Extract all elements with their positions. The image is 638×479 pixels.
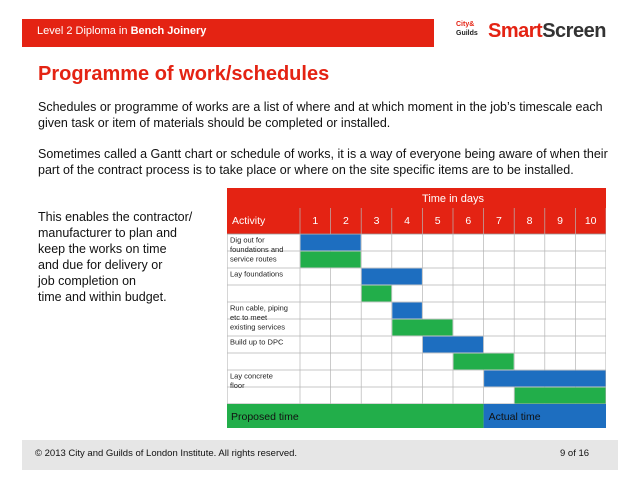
- time-header-bar: [227, 188, 606, 208]
- legend-proposed-label: Proposed time: [231, 411, 299, 423]
- day-label-2: 2: [342, 215, 349, 227]
- activity-label: Lay concrete: [230, 371, 273, 381]
- logo-city: City&: [456, 21, 475, 28]
- logo-wordmark: [488, 20, 606, 43]
- actual-bar: [301, 235, 361, 251]
- smartscreen-logo: [452, 18, 604, 48]
- logo-guilds: Guilds: [456, 30, 478, 37]
- text-line: time and within budget.: [38, 290, 167, 304]
- proposed-bar: [515, 388, 606, 404]
- actual-bar: [362, 269, 422, 285]
- paragraph-enables: [38, 209, 220, 305]
- day-label-3: 3: [373, 215, 380, 227]
- day-label-10: 10: [584, 215, 597, 227]
- day-label-4: 4: [404, 215, 411, 227]
- day-label-8: 8: [526, 215, 533, 227]
- proposed-bar: [301, 252, 361, 268]
- activity-label: etc to meet: [230, 313, 268, 322]
- day-label-7: 7: [495, 215, 502, 227]
- proposed-bar: [454, 354, 514, 370]
- day-label-6: 6: [465, 215, 472, 227]
- logo-smart: Smart: [488, 20, 543, 42]
- proposed-bar: [392, 320, 452, 336]
- course-prefix: Level 2 Diploma in: [37, 25, 131, 37]
- column-header-bar: [227, 208, 606, 234]
- course-title: [37, 25, 206, 37]
- course-name: Bench Joinery: [130, 25, 207, 37]
- gantt-chart: [227, 188, 606, 428]
- text-line: job completion on: [38, 274, 136, 288]
- actual-bar: [423, 337, 483, 353]
- text-line: and due for delivery or: [38, 258, 163, 272]
- day-label-9: 9: [557, 215, 564, 227]
- logo-screen: Screen: [542, 20, 606, 42]
- activity-label: Run cable, piping: [230, 303, 288, 313]
- legend-actual-label: Actual time: [488, 411, 541, 423]
- page-number: 9 of 16: [560, 448, 590, 459]
- activity-label: foundations and: [230, 245, 284, 254]
- activity-label: Lay foundations: [230, 269, 283, 279]
- text-line: manufacturer to plan and: [38, 226, 177, 240]
- copyright-text: © 2013 City and Guilds of London Institute. All rights reserved.: [35, 448, 298, 459]
- activity-label: service routes: [230, 254, 277, 264]
- text-line: keep the works on time: [38, 242, 167, 256]
- proposed-bar: [362, 286, 392, 302]
- actual-bar: [484, 371, 605, 387]
- activity-label: floor: [230, 381, 245, 390]
- time-in-days-label: Time in days: [422, 193, 484, 205]
- paragraph-gantt: Sometimes called a Gantt chart or schedule of works, it is a way of everyone being aware of when their part of the contract process is to take place or where on the site specific items are to be installed.: [38, 147, 608, 177]
- text-line: This enables the contractor/: [38, 210, 193, 224]
- paragraph-schedules: Schedules or programme of works are a list of where and at which moment in the job’s timescale each given task or item of materials should be completed or installed.: [38, 100, 603, 130]
- activity-label: Dig out for: [230, 235, 265, 245]
- day-label-5: 5: [434, 215, 441, 227]
- actual-bar: [392, 303, 422, 319]
- activity-label: existing services: [230, 322, 286, 332]
- day-label-1: 1: [312, 215, 319, 227]
- activity-header: Activity: [232, 215, 266, 227]
- slide-title: Programme of work/schedules: [38, 63, 330, 85]
- city-guilds-logo: [456, 20, 478, 38]
- activity-label: Build up to DPC: [230, 337, 284, 347]
